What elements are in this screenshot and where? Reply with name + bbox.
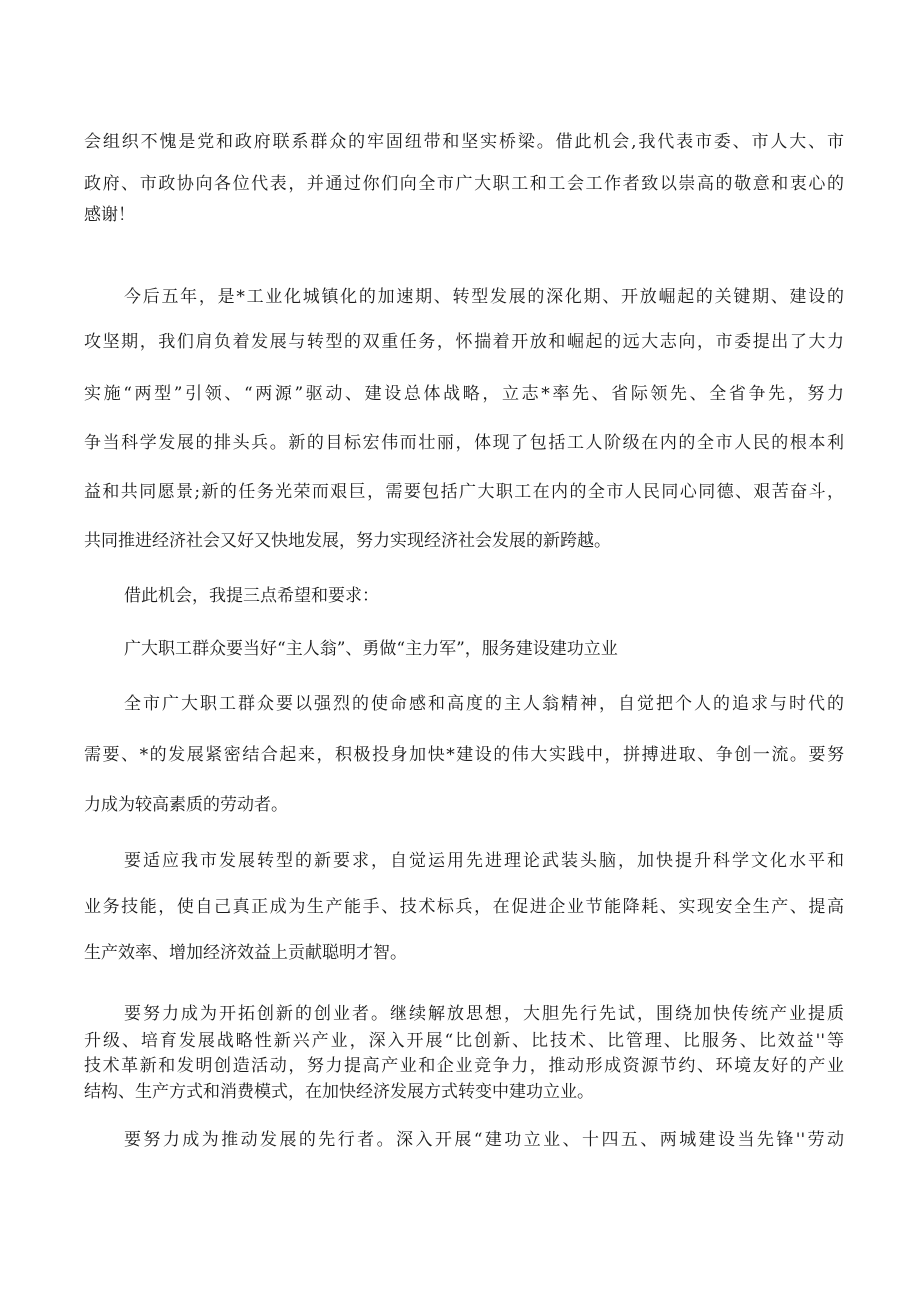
text-line: 要努力成为开拓创新的创业者。继续解放思想，大胆先行先试，围绕加快传统产业提质 <box>124 1004 844 1024</box>
text-line: 争当科学发展的排头兵。新的目标宏伟而壮丽，体现了包括工人阶级在内的全市人民的根本利 <box>84 433 844 453</box>
text-line: 需要、*的发展紧密结合起来，积极投身加快*建设的伟大实践中，拼搏进取、争创一流。要努 <box>84 745 844 765</box>
text-line: 升级、培育发展战略性新兴产业，深入开展“比创新、比技术、比管理、比服务、比效益''等 <box>84 1031 844 1051</box>
text-line: 感谢！ <box>84 205 135 225</box>
text-line: 结构、生产方式和消费模式，在加快经济发展方式转变中建功立业。 <box>84 1082 594 1102</box>
text-line: 生产效率、增加经济效益上贡献聪明才智。 <box>84 943 407 963</box>
text-line: 要适应我市发展转型的新要求，自觉运用先进理论武装头脑，加快提升科学文化水平和 <box>124 851 844 871</box>
text-line: 政府、市政协向各位代表，并通过你们向全市广大职工和工会工作者致以崇高的敬意和衷心的 <box>84 174 844 194</box>
text-line: 业务技能，使自己真正成为生产能手、技术标兵，在促进企业节能降耗、实现安全生产、提高 <box>84 897 844 917</box>
text-line: 会组织不愧是党和政府联系群众的牢固纽带和坚实桥梁。借此机会,我代表市委、市人大、市 <box>84 132 844 152</box>
text-line: 力成为较高素质的劳动者。 <box>84 795 288 815</box>
text-line: 要努力成为推动发展的先行者。深入开展“建功立业、十四五、两城建设当先锋''劳动 <box>124 1130 844 1150</box>
text-line: 今后五年，是*工业化城镇化的加速期、转型发展的深化期、开放崛起的关键期、建设的 <box>124 287 844 307</box>
text-line: 攻坚期，我们肩负着发展与转型的双重任务，怀揣着开放和崛起的远大志向，市委提出了大力 <box>84 332 844 352</box>
text-line: 全市广大职工群众要以强烈的使命感和高度的主人翁精神，自觉把个人的追求与时代的 <box>124 694 844 714</box>
text-line: 实施“两型”引领、“两源”驱动、建设总体战略，立志*率先、省际领先、全省争先，努力 <box>84 384 844 404</box>
text-line: 益和共同愿景;新的任务光荣而艰巨，需要包括广大职工在内的全市人民同心同德、艰苦奋斗， <box>84 482 844 502</box>
text-line: 共同推进经济社会又好又快地发展，努力实现经济社会发展的新跨越。 <box>84 531 611 551</box>
section-heading: 广大职工群众要当好“主人翁”、勇做“主力军”，服务建设建功立业 <box>124 639 618 659</box>
text-line: 技术革新和发明创造活动，努力提高产业和企业竞争力，推动形成资源节约、环境友好的产业 <box>84 1056 844 1076</box>
text-line: 借此机会，我提三点希望和要求： <box>124 586 379 606</box>
